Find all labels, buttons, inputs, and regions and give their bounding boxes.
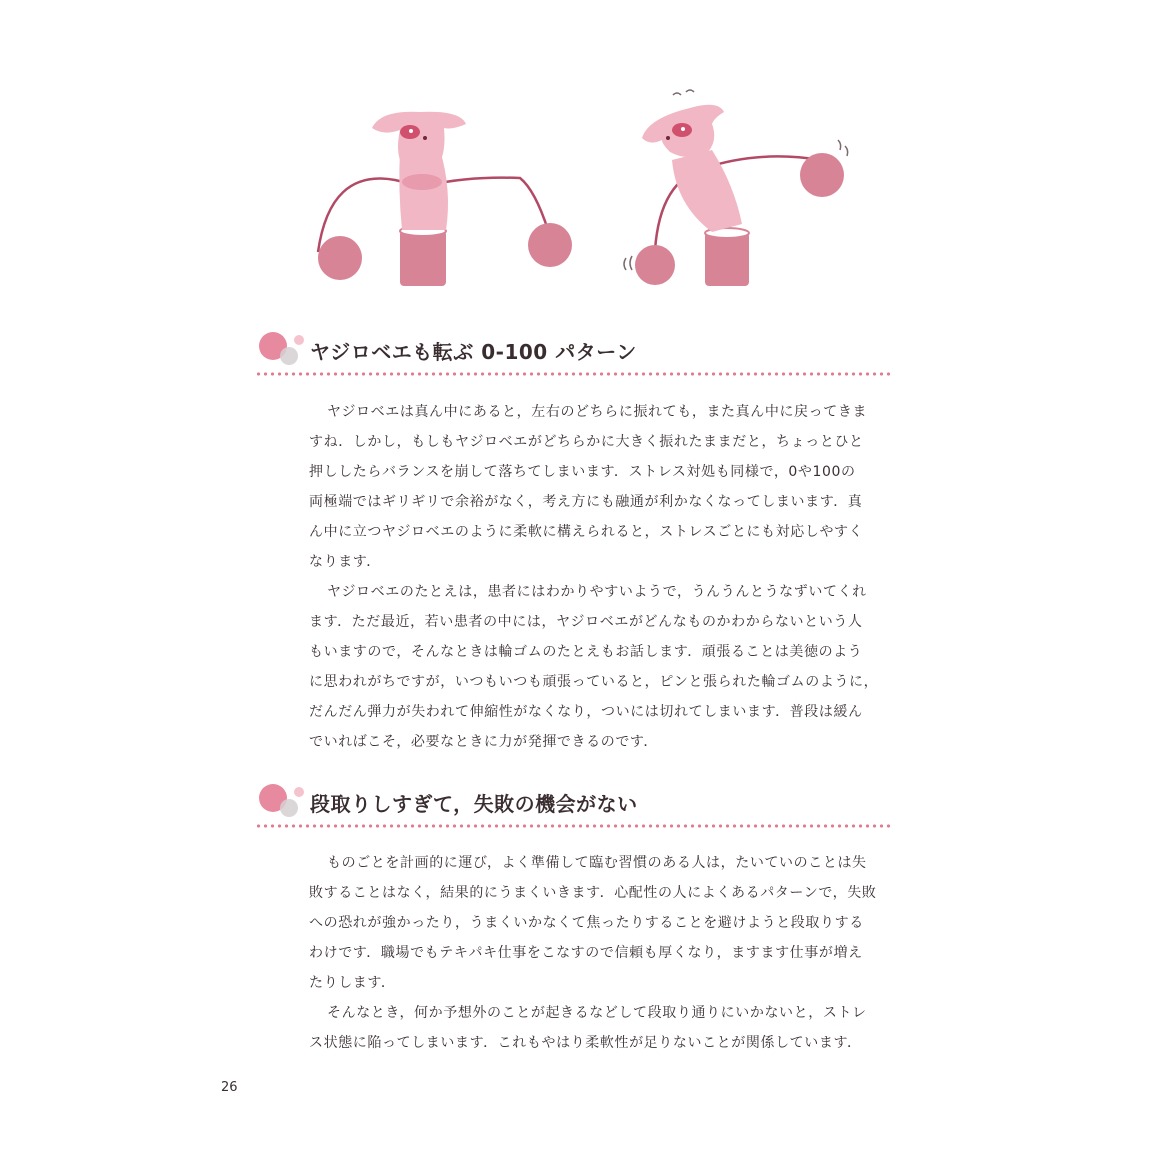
- text-line: もいますので，そんなときは輪ゴムのたとえもお話します．頑張ることは美徳のよう: [309, 644, 863, 660]
- balanced-yajirobe-figure: [318, 112, 572, 286]
- text-line: ヤジロベエのたとえは，患者にはわかりやすいようで，うんうんとうなずいてくれ: [327, 584, 867, 600]
- text-line: すね．しかし，もしもヤジロベエがどちらかに大きく振れたままだと，ちょっとひと: [309, 434, 864, 450]
- section-title: 段取りしすぎて，失敗の機会がない: [310, 792, 638, 816]
- text-line: でいればこそ，必要なときに力が発揮できるのです．: [309, 734, 658, 750]
- section-heading-2: [255, 780, 890, 830]
- text-line: 両極端ではギリギリで余裕がなく，考え方にも融通が利かなくなってしまいます．真: [309, 494, 863, 510]
- section-heading-1: [255, 328, 890, 378]
- text-line: ものごとを計画的に運び，よく準備して臨む習慣のある人は，たいていのことは失: [327, 855, 867, 871]
- text-line: ス状態に陥ってしまいます．これもやはり柔軟性が足りないことが関係しています．: [309, 1035, 862, 1051]
- heading-dots-icon: [255, 780, 307, 824]
- text-line: だんだん弾力が失われて伸縮性がなくなり，ついには切れてしまいます．普段は緩ん: [309, 704, 863, 720]
- tilted-yajirobe-figure: [624, 90, 848, 286]
- heading-dots-icon: [255, 328, 307, 372]
- yajirobe-illustration: [0, 0, 1150, 300]
- text-line: ん中に立つヤジロベエのように柔軟に構えられると，ストレスごとにも対応しやすく: [309, 524, 864, 540]
- text-line: ヤジロベエは真ん中にあると，左右のどちらに振れても，また真ん中に戻ってきま: [327, 404, 868, 420]
- paragraph: [309, 998, 889, 1058]
- text-line: なります．: [309, 554, 381, 570]
- dotted-divider: [255, 824, 890, 828]
- section-title: ヤジロベエも転ぶ 0-100 パターン: [310, 340, 637, 364]
- paragraph: [309, 848, 889, 998]
- text-line: そんなとき，何か予想外のことが起きるなどして段取り通りにいかないと，ストレ: [327, 1005, 867, 1021]
- dotted-divider: [255, 372, 890, 376]
- text-line: への恐れが強かったり，うまくいかなくて焦ったりすることを避けようと段取りする: [309, 915, 864, 931]
- paragraph: [309, 397, 889, 577]
- text-line: ます．ただ最近，若い患者の中には，ヤジロベエがどんなものかわからないという人: [309, 614, 863, 630]
- text-line: に思われがちですが，いつもいつも頑張っていると，ピンと張られた輪ゴムのように，: [309, 674, 879, 690]
- text-line: 敗することはなく，結果的にうまくいきます．心配性の人によくあるパターンで，失敗: [309, 885, 877, 901]
- text-line: わけです．職場でもテキパキ仕事をこなすので信頼も厚くなり，ますます仕事が増え: [309, 945, 863, 961]
- text-line: たりします．: [309, 975, 396, 991]
- page-number: 26: [221, 1080, 238, 1095]
- paragraph: [309, 577, 889, 757]
- text-line: 押ししたらバランスを崩して落ちてしまいます．ストレス対処も同様で，0や100の: [309, 464, 856, 480]
